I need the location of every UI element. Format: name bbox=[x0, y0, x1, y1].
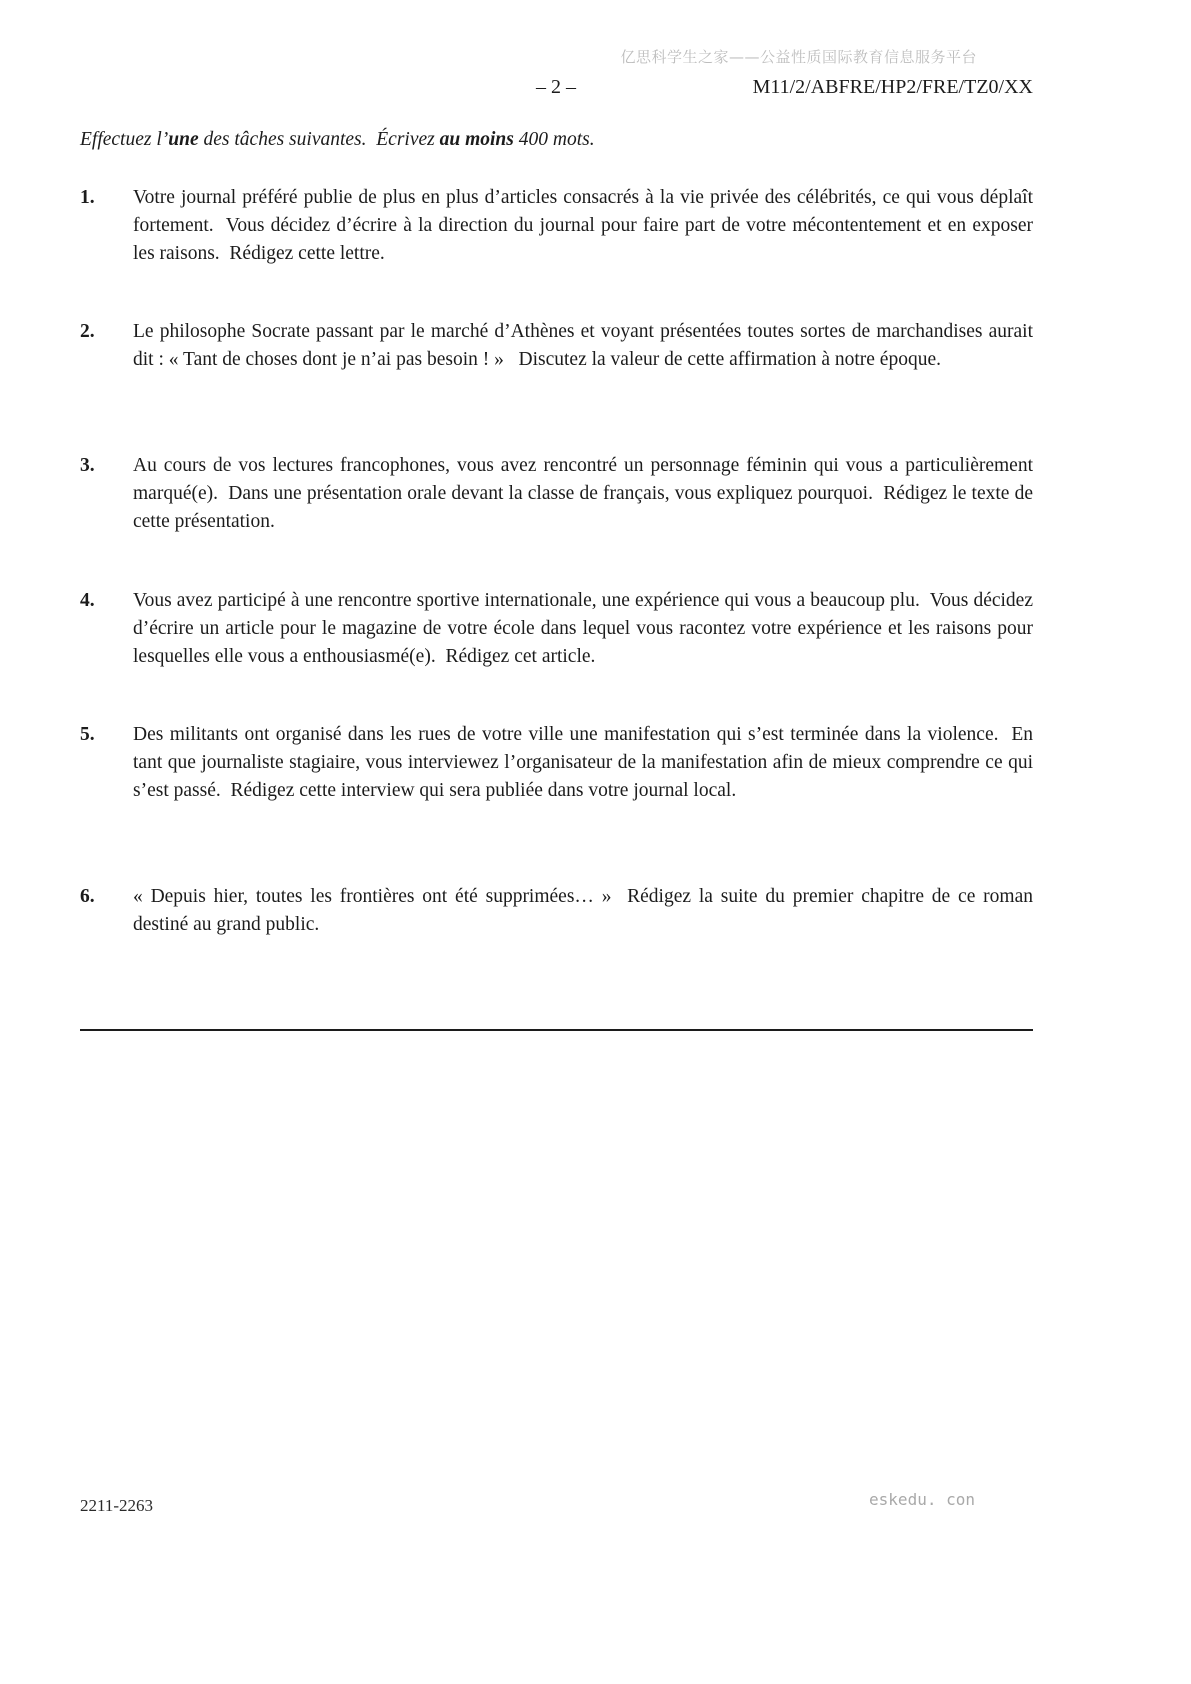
footer-document-code: 2211-2263 bbox=[80, 1496, 154, 1515]
instruction-line bbox=[80, 129, 1035, 151]
task-text: Vous avez participé à une rencontre sportive internationale, une expérience qui vous a beaucoup plu. Vous décidez d’écrire un article pour le magazine de votre école dans lequel vous racontez votre expérience et les raisons pour lesquelles elle vous a enthousiasmé(e). Rédigez cet article. bbox=[133, 590, 1038, 667]
instruction-part-3: 400 mots. bbox=[513, 129, 595, 150]
task-text: Le philosophe Socrate passant par le marché d’Athènes et voyant présentées toutes sortes de marchandises aurait dit : « Tant de choses dont je n’ai pas besoin ! » Discutez la valeur de cette affirmation à notre époque. bbox=[133, 321, 1038, 370]
instruction-bold-une: une bbox=[168, 129, 199, 150]
instruction-bold-au-moins: au moins bbox=[439, 129, 514, 150]
task-text: Votre journal préféré publie de plus en plus d’articles consacrés à la vie privée des célébrités, ce qui vous déplaît fortement. Vous décidez d’écrire à la direction du journal pour faire part de votre mécontentement et en exposer les raisons. Rédigez cette lettre. bbox=[133, 187, 1038, 264]
task-number: 4. bbox=[80, 590, 95, 611]
task-item-1 bbox=[80, 184, 1038, 268]
task-number: 3. bbox=[80, 455, 95, 476]
horizontal-rule bbox=[80, 1029, 1033, 1031]
bottom-watermark-text: eskedu. con bbox=[869, 1490, 975, 1509]
instruction-part-1: Effectuez l’ bbox=[80, 129, 169, 150]
task-text: Des militants ont organisé dans les rues de votre ville une manifestation qui s’est terminée dans la violence. En tant que journaliste stagiaire, vous interviewez l’organisateur de la manifestation afin de mieux comprendre ce qui s’est passé. Rédigez cette interview qui sera publiée dans votre journal local. bbox=[133, 724, 1038, 801]
top-watermark-text: 亿思科学生之家——公益性质国际教育信息服务平台 bbox=[620, 48, 977, 66]
paper-code: M11/2/ABFRE/HP2/FRE/TZ0/XX bbox=[752, 76, 1033, 98]
task-text: « Depuis hier, toutes les frontières ont été supprimées… » Rédigez la suite du premier chapitre de ce roman destiné au grand public. bbox=[133, 886, 1038, 935]
task-number: 2. bbox=[80, 321, 95, 342]
task-item-4 bbox=[80, 587, 1038, 671]
task-item-5 bbox=[80, 721, 1038, 805]
page-number: – 2 – bbox=[536, 76, 576, 98]
task-number: 6. bbox=[80, 886, 95, 907]
task-item-2 bbox=[80, 318, 1038, 374]
instruction-part-2: des tâches suivantes. Écrivez bbox=[198, 129, 440, 150]
task-item-3 bbox=[80, 452, 1038, 536]
task-item-6 bbox=[80, 883, 1038, 939]
task-number: 5. bbox=[80, 724, 95, 745]
task-text: Au cours de vos lectures francophones, vous avez rencontré un personnage féminin qui vous a particulièrement marqué(e). Dans une présentation orale devant la classe de français, vous expliquez pourquoi. Rédigez le texte de cette présentation. bbox=[133, 455, 1038, 532]
task-number: 1. bbox=[80, 187, 95, 208]
